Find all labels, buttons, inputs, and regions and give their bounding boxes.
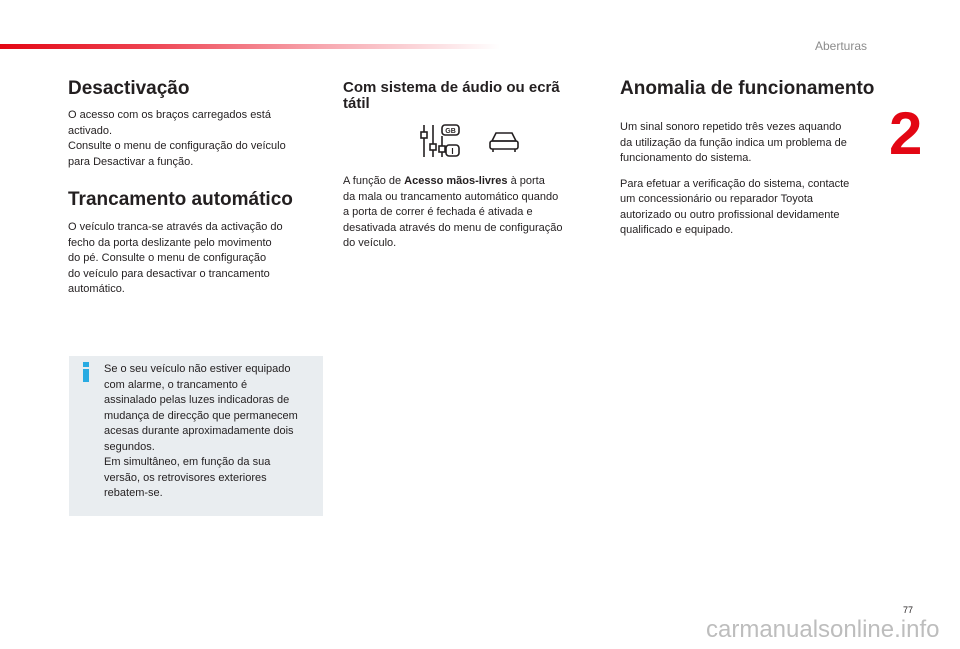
paragraph-desactivacao: O acesso com os braços carregados está activado. Consulte o menu de configuração do veículo para Desactivar a função. xyxy=(68,109,286,168)
heading-line-1: Com sistema de áudio ou ecrã xyxy=(343,79,560,96)
header-accent-bar xyxy=(0,44,500,49)
heading-anomalia: Anomalia de funcionamento xyxy=(620,78,875,99)
heading-trancamento-automatico: Trancamento automático xyxy=(68,189,293,210)
para-suffix: à porta da mala ou trancamento automático quando a porta de correr é fechada é ativada e desativada através do menu de configuração do veículo. xyxy=(343,175,563,249)
car-icon xyxy=(490,133,518,152)
section-title: Aberturas xyxy=(815,39,868,53)
info-icon xyxy=(79,362,93,382)
paragraph-anomalia-2: Para efetuar a verificação do sistema, contacte um concessionário ou reparador Toyota autorizado ou outro profissional devidamente qualificado e equipado. xyxy=(620,177,850,236)
heading-desactivacao: Desactivação xyxy=(68,78,190,99)
info-box-text: Se o seu veículo não estiver equipado com alarme, o trancamento é assinalado pelas luzes indicadoras de mudança de direcção que permanecem acesas durante aproximadamente dois segundos. Em simultâneo, em função da sua versão, os retrovisores exteriores rebatem-se. xyxy=(104,363,298,499)
watermark: carmanualsonline.info xyxy=(706,616,940,643)
icon-label-i: I xyxy=(451,147,454,156)
paragraph-anomalia-1: Um sinal sonoro repetido três vezes aquando da utilização da função indica um problema de funcionamento do sistema. xyxy=(620,121,847,164)
column-left xyxy=(68,78,308,298)
page-number: 77 xyxy=(903,605,914,615)
column-right xyxy=(620,78,876,239)
heading-audio-ecra-tatil xyxy=(343,80,591,112)
heading-line-2: tátil xyxy=(343,95,370,112)
info-box xyxy=(69,356,323,516)
paragraph-acesso-maos-livres xyxy=(343,174,591,252)
paragraph-trancamento-automatico: O veículo tranca-se através da activação do fecho da porta deslizante pelo movimento do pé. Consulte o menu de configuração do veículo para desactivar o trancamento automático. xyxy=(68,221,283,295)
para-prefix: A função de xyxy=(343,175,405,187)
icon-label-gb: GB xyxy=(445,128,456,135)
chapter-number: 2 xyxy=(889,100,923,167)
settings-icons xyxy=(418,122,528,162)
para-bold-term: Acesso mãos-livres xyxy=(404,175,508,187)
